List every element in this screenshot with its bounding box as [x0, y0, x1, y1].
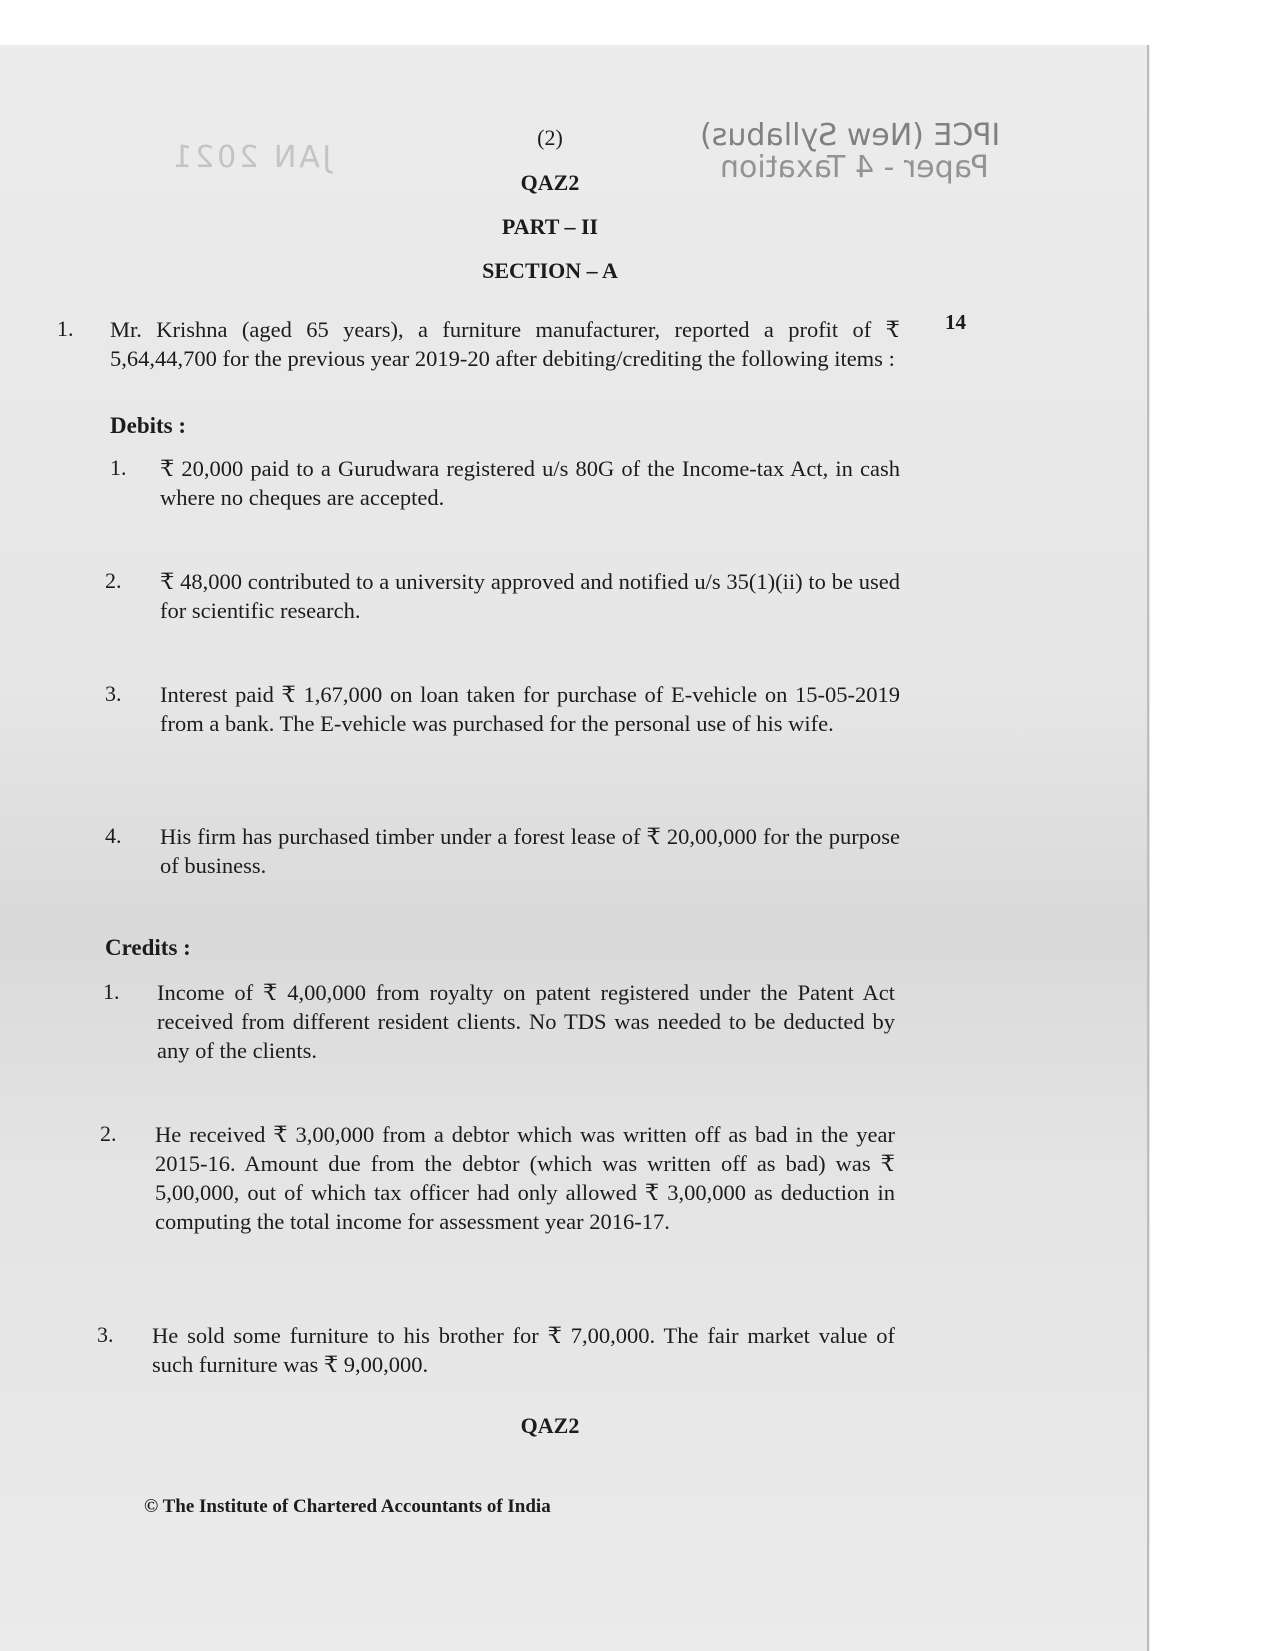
page-number: (2): [537, 125, 563, 150]
paper-code-bottom: QAZ2: [520, 1413, 580, 1438]
credit-item-text: He received ₹ 3,00,000 from a debtor which was written off as bad in the year 2015-16. Amount due from the debtor (which was written off as bad) was ₹ 5,00,000, out of which tax officer had only allowed ₹ 3,00,000 as deduction in computing the total income for assessment year 2016-17.: [155, 1122, 895, 1234]
credit-item-number: 2.: [100, 1121, 117, 1146]
credit-item-number: 3.: [97, 1322, 114, 1347]
credit-item-text: Income of ₹ 4,00,000 from royalty on patent registered under the Patent Act received from different resident clients. No TDS was needed to be deducted by any of the clients.: [157, 980, 895, 1063]
paper-code-top: QAZ2: [520, 170, 580, 195]
copyright-notice: © The Institute of Chartered Accountants of India: [144, 1496, 551, 1517]
debit-item-number: 3.: [105, 681, 122, 706]
scan-edge: [1147, 45, 1149, 1651]
question-intro: Mr. Krishna (aged 65 years), a furniture manufacturer, reported a profit of ₹ 5,64,44,700 for the previous year 2019-20 after debiting/crediting the following items :: [110, 317, 900, 371]
ghost-mirror-line-1: IPCE (New Syllabus): [700, 118, 1001, 153]
debit-item-text: Interest paid ₹ 1,67,000 on loan taken for purchase of E-vehicle on 15-05-2019 from a bank. The E-vehicle was purchased for the personal use of his wife.: [160, 682, 900, 736]
question-number: 1.: [57, 316, 74, 341]
question-marks: 14: [945, 310, 966, 334]
debits-heading: Debits :: [110, 413, 187, 438]
debit-item-text: His firm has purchased timber under a forest lease of ₹ 20,00,000 for the purpose of business.: [160, 824, 900, 878]
debit-item-number: 4.: [105, 823, 122, 848]
debit-item-number: 2.: [105, 568, 122, 593]
ghost-mirror-line-2: Paper - 4 Taxation: [720, 150, 989, 185]
debit-item-text: ₹ 20,000 paid to a Gurudwara registered u/s 80G of the Income-tax Act, in cash where no cheques are accepted.: [160, 456, 900, 510]
ghost-date-stamp: JAN 2021: [170, 140, 332, 175]
debit-item-text: ₹ 48,000 contributed to a university approved and notified u/s 35(1)(ii) to be used for scientific research.: [160, 569, 900, 623]
credit-item-number: 1.: [103, 979, 120, 1004]
section-heading: SECTION – A: [482, 258, 618, 283]
credits-heading: Credits :: [105, 935, 191, 960]
part-heading: PART – II: [501, 214, 599, 239]
credit-item-text: He sold some furniture to his brother for ₹ 7,00,000. The fair market value of such furniture was ₹ 9,00,000.: [152, 1323, 895, 1377]
debit-item-number: 1.: [110, 455, 127, 480]
